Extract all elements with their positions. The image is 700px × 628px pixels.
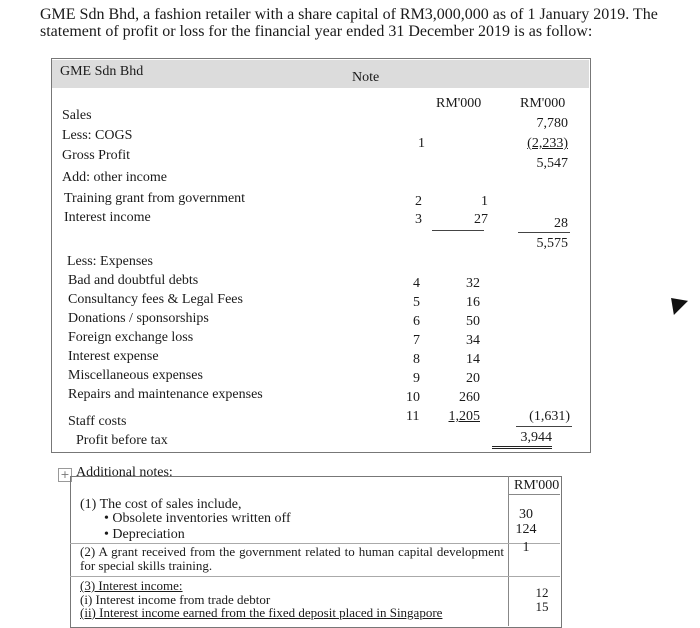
profit-before-tax-value: 3,944 — [492, 430, 552, 449]
expense-note: 4 — [413, 276, 420, 291]
note2-value: 1 — [522, 540, 530, 555]
subtotal-value: 5,575 — [536, 236, 568, 251]
sales-value: 7,780 — [536, 116, 568, 131]
expand-icon[interactable]: + — [58, 468, 72, 482]
interest-income-note: 3 — [415, 212, 422, 227]
gross-profit-label: Gross Profit — [62, 148, 131, 163]
note2-text: (2) A grant received from the government related to human capital development for special skills training. — [80, 544, 504, 573]
notes-title: Additional notes: — [76, 465, 173, 480]
col1-header: RM'000 — [436, 96, 482, 111]
note3-item-ii-value: 15 — [535, 599, 549, 614]
expense-value: 50 — [466, 314, 480, 329]
interest-underline — [432, 230, 484, 231]
training-grant-value: 1 — [481, 194, 488, 209]
note-header: Note — [352, 70, 380, 85]
cursor-pointer-icon — [664, 291, 688, 315]
expense-note: 5 — [413, 295, 420, 310]
expense-label: Repairs and maintenance expenses — [68, 387, 263, 402]
profit-before-tax-label: Profit before tax — [76, 433, 168, 448]
expense-label: Consultancy fees & Legal Fees — [68, 292, 243, 307]
expense-label: Interest expense — [68, 349, 159, 364]
expense-note: 9 — [413, 371, 420, 386]
expense-value: 260 — [459, 390, 480, 405]
cogs-label: Less: COGS — [62, 128, 133, 143]
expense-label: Donations / sponsorships — [68, 311, 209, 326]
expense-note: 7 — [413, 333, 420, 348]
notes-header-line — [508, 494, 560, 495]
expense-value: 14 — [466, 352, 480, 367]
interest-income-value: 27 — [474, 212, 488, 227]
col2-header: RM'000 — [520, 96, 566, 111]
company-name: GME Sdn Bhd — [60, 64, 144, 79]
expenses-total: (1,631) — [529, 409, 570, 424]
expense-value: 34 — [466, 333, 480, 348]
expense-note: 10 — [406, 390, 420, 405]
expense-label: Staff costs — [68, 414, 127, 429]
note3-title: (3) Interest income: — [80, 578, 183, 593]
expense-note: 8 — [413, 352, 420, 367]
other-income-underline — [518, 232, 570, 233]
training-grant-note: 2 — [415, 194, 422, 209]
note1-bullet1-text: Obsolete inventories written off — [112, 511, 291, 526]
expense-value: 16 — [466, 295, 480, 310]
interest-income-label: Interest income — [64, 210, 151, 225]
note3-item-i-value: 12 — [535, 585, 549, 600]
expense-label: Foreign exchange loss — [68, 330, 194, 345]
cogs-note: 1 — [418, 136, 425, 151]
expenses-total-underline — [516, 426, 572, 427]
note3-item-i: (i) Interest income from trade debtor — [80, 592, 271, 607]
gross-profit-value: 5,547 — [536, 156, 568, 171]
other-income-header: Add: other income — [62, 170, 167, 185]
expense-value: 20 — [466, 371, 480, 386]
training-grant-label: Training grant from government — [64, 191, 246, 206]
note1-bullet2-text: Depreciation — [112, 527, 185, 542]
notes-col-header: RM'000 — [514, 478, 560, 493]
expense-note: 11 — [406, 409, 420, 424]
note1-bullet2: • Depreciation — [104, 527, 185, 542]
expense-value: 32 — [466, 276, 480, 291]
notes-row-line-2 — [70, 576, 560, 577]
sales-label: Sales — [62, 108, 92, 123]
expense-label: Bad and doubtful debts — [68, 273, 199, 288]
expense-value: 1,205 — [448, 409, 480, 424]
expense-label: Miscellaneous expenses — [68, 368, 203, 383]
note3-item-ii: (ii) Interest income earned from the fixed deposit placed in Singapore — [80, 605, 443, 620]
note1-bullet1: • Obsolete inventories written off — [104, 511, 291, 526]
note1-bullet1-value: 30 — [519, 507, 533, 522]
cogs-value: (2,233) — [527, 136, 568, 151]
note1-bullet2-value: 124 — [515, 522, 537, 537]
intro-paragraph: GME Sdn Bhd, a fashion retailer with a share capital of RM3,000,000 as of 1 January 2019. The statement of profit or loss for the financial year ended 31 December 2019 is as follow: — [40, 6, 658, 40]
note1-title: (1) The cost of sales include, — [80, 497, 242, 512]
expense-note: 6 — [413, 314, 420, 329]
other-income-total: 28 — [554, 216, 568, 231]
expenses-header: Less: Expenses — [67, 254, 153, 269]
